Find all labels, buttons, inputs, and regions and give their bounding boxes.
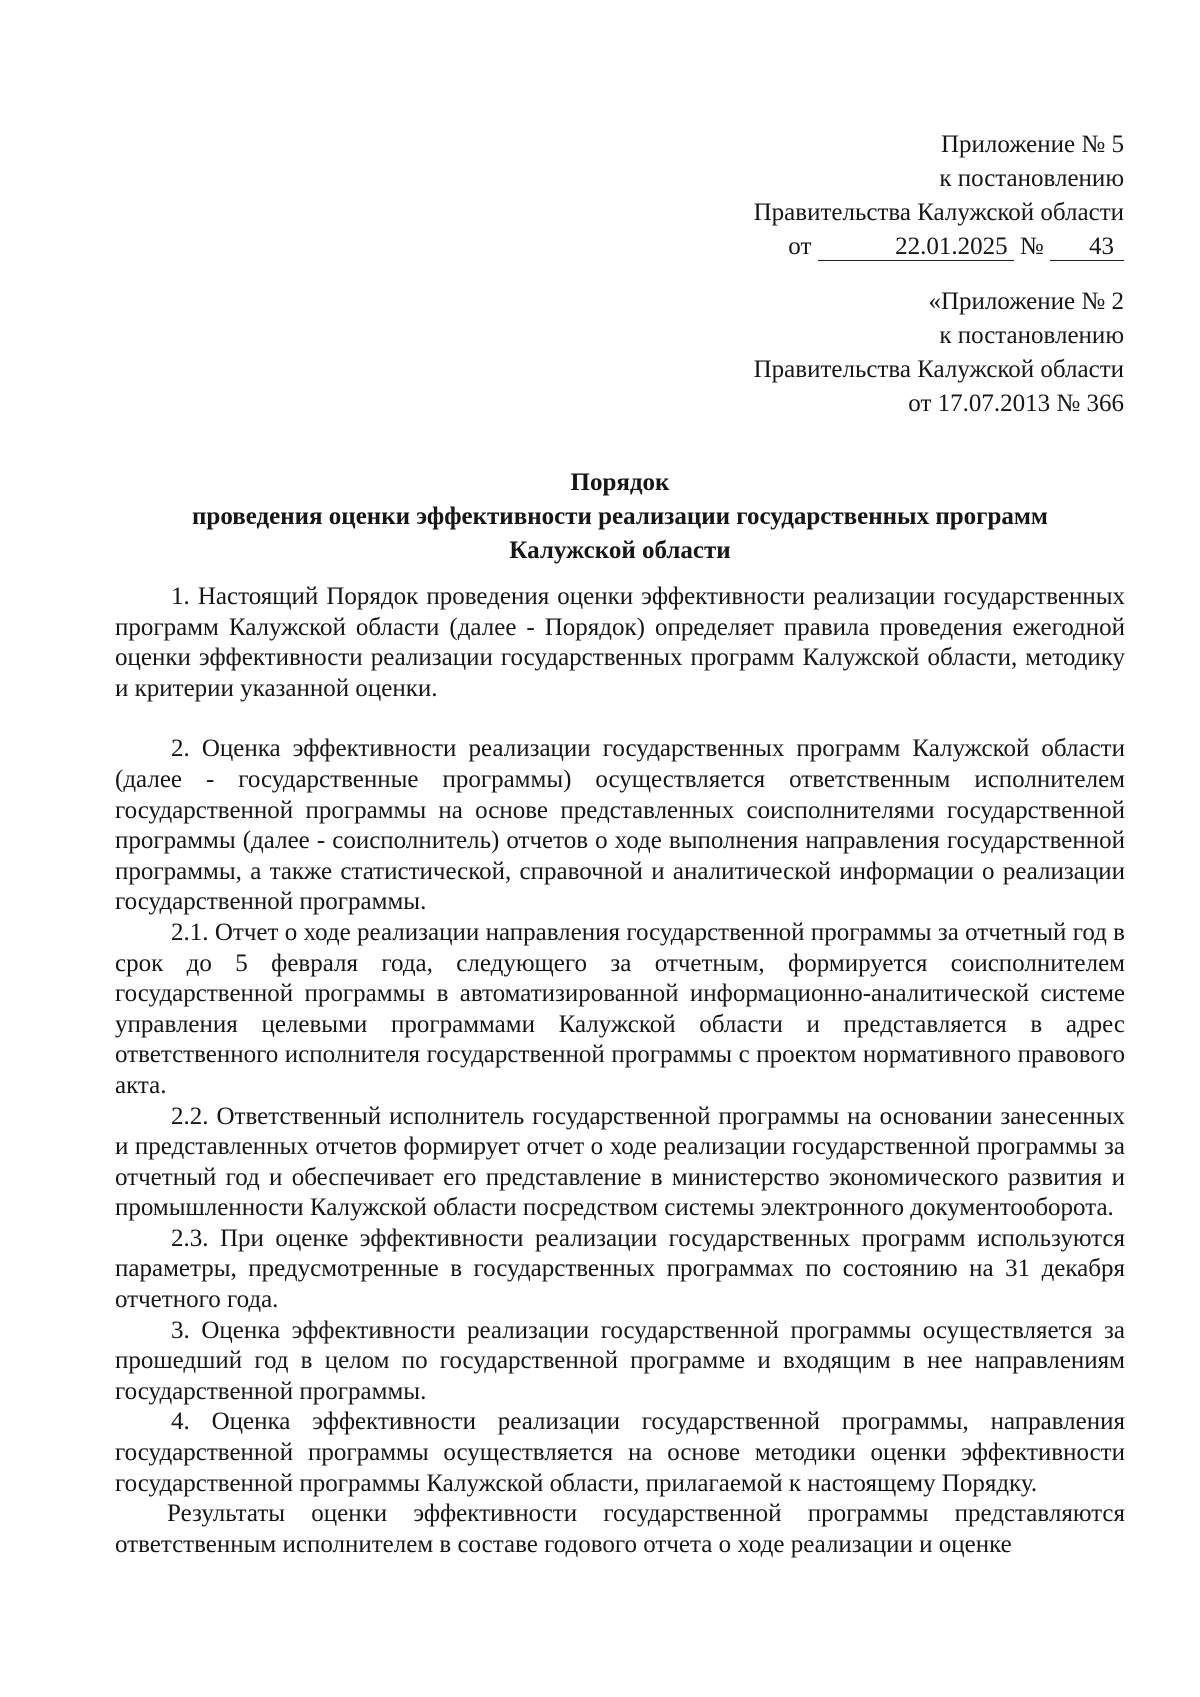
title-line-2: проведения оценки эффективности реализации государственных программ [192, 503, 1048, 530]
appendix-5-decree-line: к постановлению [939, 165, 1124, 192]
decree-date: 22.01.2025 [818, 234, 1014, 261]
appendix-2-decree-line: к постановлению [939, 322, 1124, 349]
document-title [115, 466, 1125, 568]
paragraph-2-3: 2.3. При оценке эффективности реализации государственных программ используются параметры, предусмотренные в государственных программах по состоянию на 31 декабря отчетного года. [115, 1224, 1125, 1314]
decree-number: 43 [1050, 234, 1124, 261]
document-body [115, 582, 1125, 1560]
appendix-2-government-line: Правительства Калужской области [753, 356, 1124, 383]
appendix-5-date-line [754, 230, 1124, 264]
appendix-2-header [754, 285, 1124, 421]
number-label: № [1019, 233, 1044, 260]
appendix-5-government-line: Правительства Калужской области [753, 199, 1124, 226]
appendix-2-title: «Приложение № 2 [928, 288, 1124, 315]
paragraph-2: 2. Оценка эффективности реализации государственных программ Калужской области (далее - государственные программы) осуществляется ответственным исполнителем государственной программы на основе представленных соисполнителями государственной программы (далее - соисполнитель) отчетов о ходе выполнения направления государственной программы, а также статистической, справочной и аналитической информации о реализации государственной программы. [115, 735, 1125, 916]
paragraph-5: Результаты оценки эффективности государственной программы представляются ответственным исполнителем в составе годового отчета о ходе реализации и оценке [115, 1500, 1125, 1558]
title-line-3: Калужской области [509, 537, 731, 564]
paragraph-2-1: 2.1. Отчет о ходе реализации направления государственной программы за отчетный год в срок до 5 февраля года, следующего за отчетным, формируется соисполнителем государственной программы в автоматизированной информационно-аналитической системе управления целевыми программами Калужской области и представляется в адрес ответственного исполнителя государственной программы с проектом нормативного правового акта. [115, 918, 1125, 1099]
title-line-1: Порядок [570, 469, 670, 496]
from-label: от [788, 233, 812, 260]
paragraph-4: 4. Оценка эффективности реализации государственной программы, направления государственной программы осуществляется на основе методики оценки эффективности государственной программы Калужской области, прилагаемой к настоящему Порядку. [115, 1408, 1125, 1497]
appendix-5-title: Приложение № 5 [940, 131, 1124, 158]
appendix-5-header [754, 128, 1124, 264]
paragraph-2-2: 2.2. Ответственный исполнитель государственной программы на основании занесенных и представленных отчетов формирует отчет о ходе реализации государственной программы за отчетный год и обеспечивает его представление в министерство экономического развития и промышленности Калужской области посредством системы электронного документооборота. [115, 1102, 1125, 1222]
appendix-2-date-line: от 17.07.2013 № 366 [908, 390, 1124, 417]
paragraph-1: 1. Настоящий Порядок проведения оценки эффективности реализации государственных программ Калужской области (далее - Порядок) определяет правила проведения ежегодной оценки эффективности реализации государственных программ Калужской области, методику и критерии указанной оценки. [115, 583, 1125, 702]
paragraph-3: 3. Оценка эффективности реализации государственной программы осуществляется за прошедший год в целом по государственной программе и входящим в нее направлениям государственной программы. [115, 1316, 1125, 1405]
